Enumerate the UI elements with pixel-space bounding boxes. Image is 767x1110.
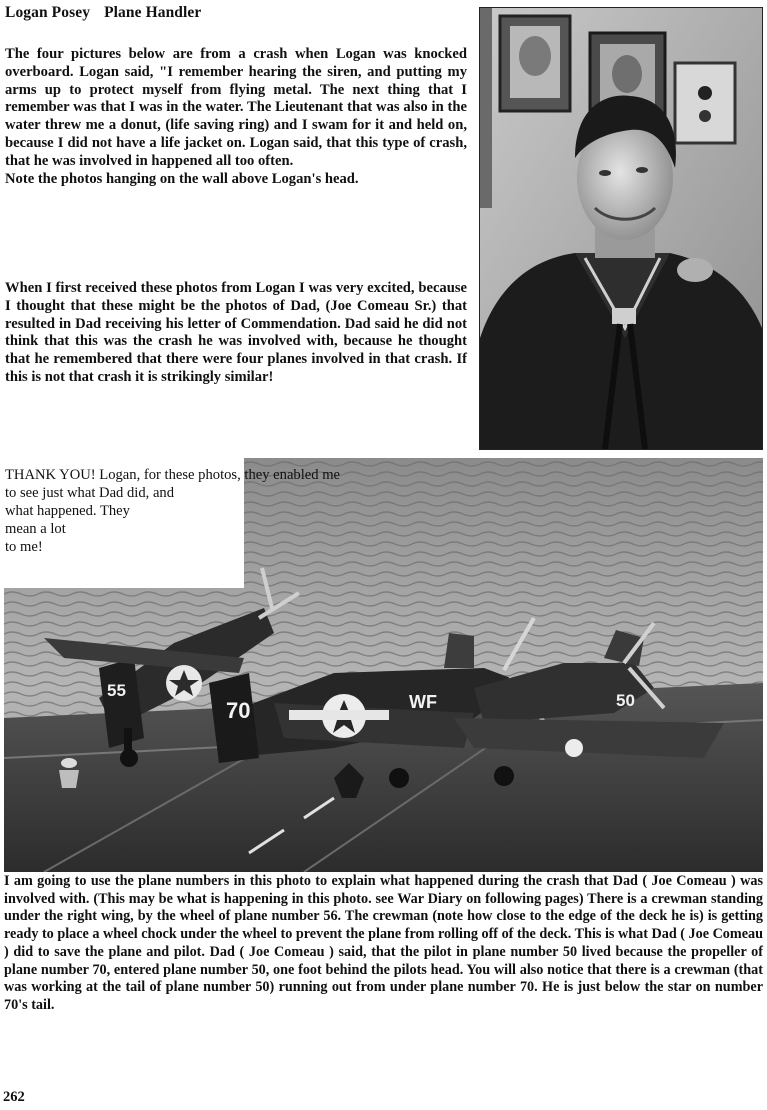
plane-number-50: 50 [616, 691, 635, 710]
thank-you-line: THANK YOU! Logan, for these photos, they enabled me [5, 467, 341, 483]
page-number: 262 [3, 1089, 25, 1105]
plane-code-letters: WF [409, 692, 437, 712]
person-name: Logan Posey [5, 4, 91, 21]
intro-paragraph: The four pictures below are from a crash when Logan was knocked overboard. Logan said, "I remember hearing the siren, and putting my arms up to protect myself from flying metal. The next thing that I remember was that I was in the water. The Lieutenant that was also in the water threw me a donut, (life saving ring) and I swam for it and held on, because I did not have a life jacket on. Logan said, that this type of crash, that he was involved in happened all too often. Note the photos hanging on the wall above Logan's head. [5, 46, 467, 187]
thank-you-note [5, 466, 475, 556]
page-heading [5, 4, 201, 22]
thank-you-line: mean a lot [5, 521, 66, 537]
thank-you-line: to see just what Dad did, and [5, 485, 175, 501]
thank-you-line: to me! [5, 539, 43, 555]
person-role: Plane Handler [104, 4, 202, 21]
plane-number-55: 55 [107, 681, 126, 700]
thank-you-line: what happened. They [5, 503, 130, 519]
photo-caption: I am going to use the plane numbers in this photo to explain what happened during the crash that Dad ( Joe Comeau ) was involved with. (This may be what is happening in this photo. see War Diary on following pages) There is a crewman standing under the right wing, by the wheel of plane number 56. The crewman (note how close to the edge of the deck he is) is getting ready to place a wheel chock under the wheel to prevent the plane from rolling off of the deck. This is what Dad ( Joe Comeau ) did to save the plane and pilot. Dad ( Joe Comeau ) said, that the pilot in plane number 50 lived because the propeller of plane number 70, entered plane number 50, one foot behind the pilots head. You will also notice that there is a crewman (that was working at the tail of plane number 50) running out from under plane number 70. He is just below the star on number 70's tail. [4, 873, 764, 1013]
plane-number-70: 70 [226, 698, 251, 723]
commendation-paragraph: When I first received these photos from Logan I was very excited, because I thought that these might be the photos of Dad, (Joe Comeau Sr.) that resulted in Dad receiving his letter of Commendation. Dad said he did not think that this was the crash he was involved with, because he thought that he remembered that there were four planes involved in that crash. If this is not that crash it is strikingly similar! [5, 280, 467, 385]
logan-portrait-photo [479, 7, 763, 450]
